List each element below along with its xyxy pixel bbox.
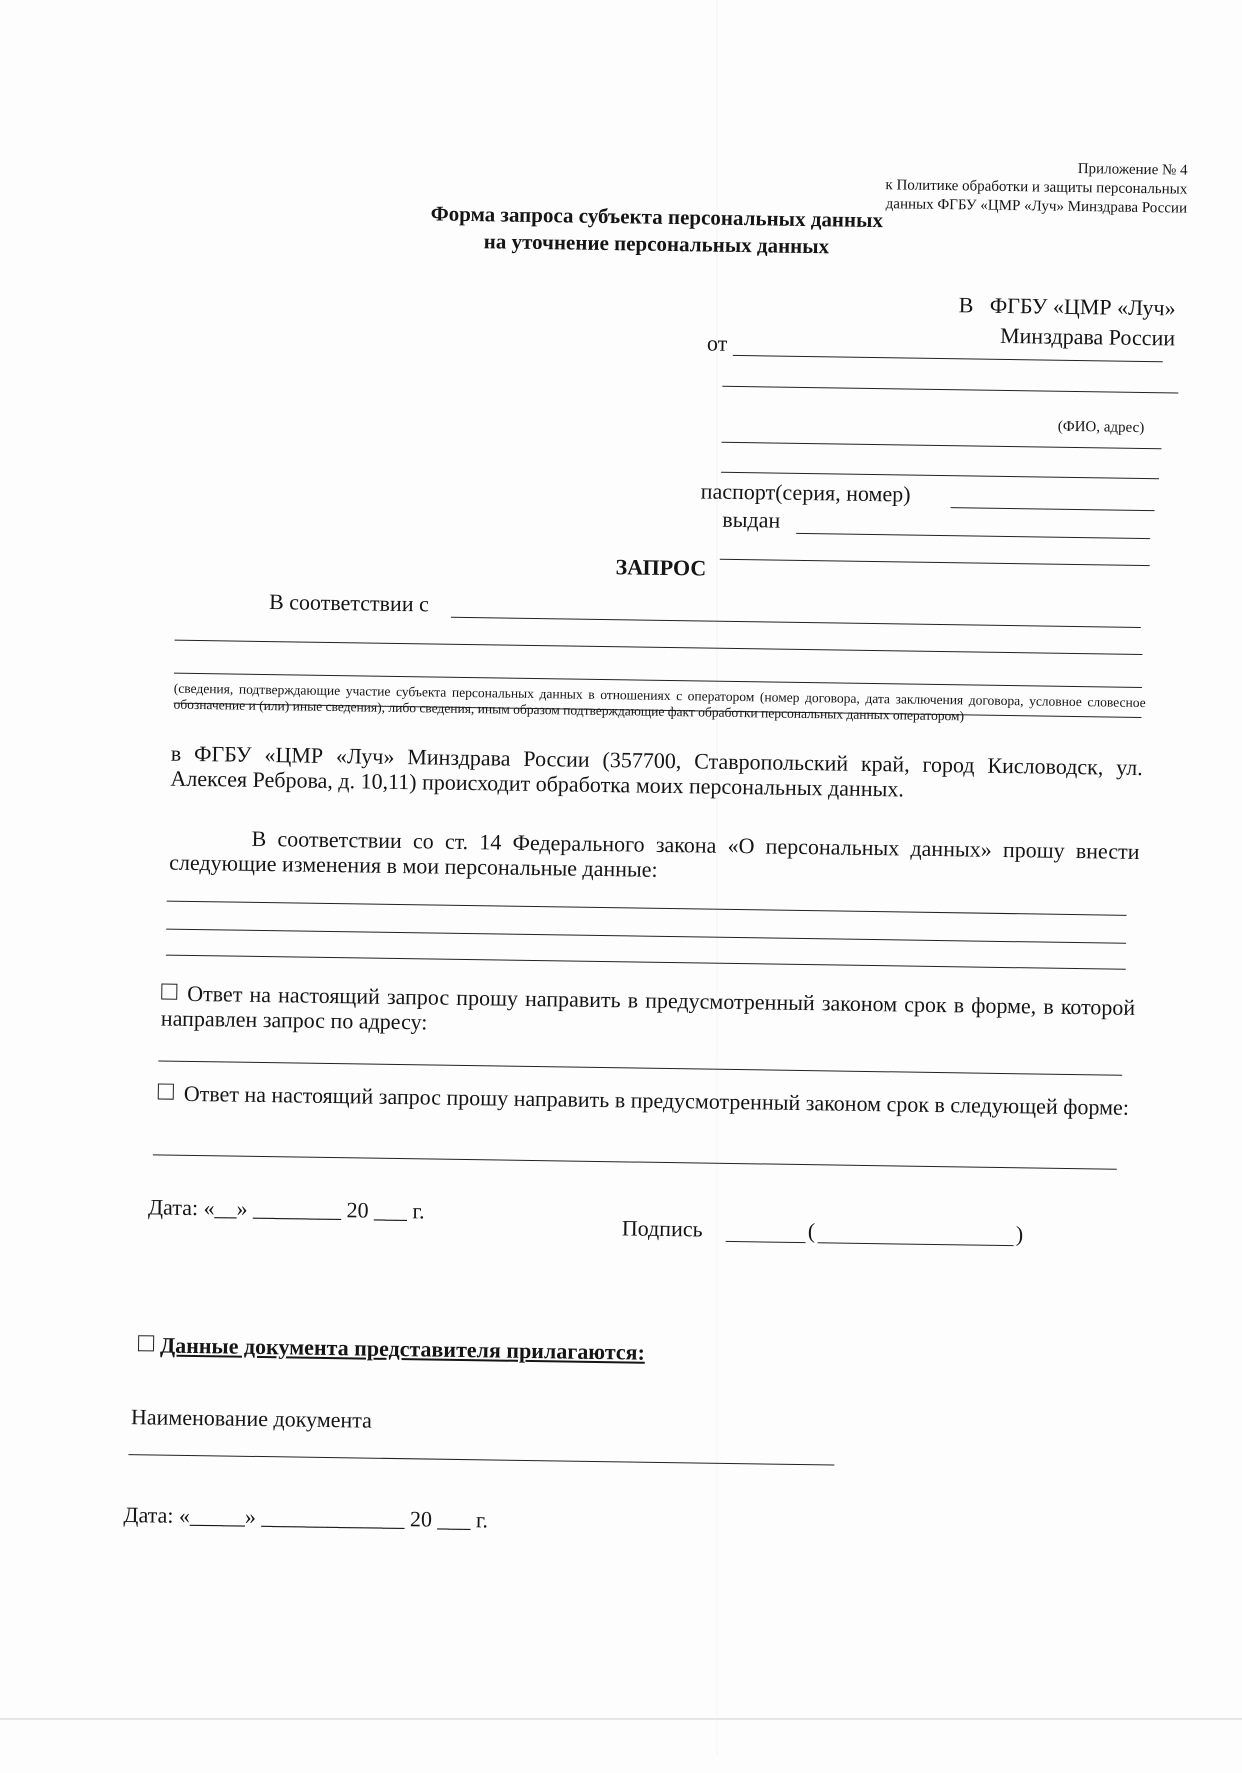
accordance-label: В соответствии с <box>268 589 430 617</box>
response-option-1-text: Ответ на настоящий запрос прошу направить в предусмотренный законом срок в форме, в которой направлен запрос по адресу: <box>160 980 1136 1035</box>
document-name-label: Наименование документа <box>130 1404 373 1433</box>
from-field-line-2[interactable] <box>722 386 1178 394</box>
fio-hint: (ФИО, адрес) <box>1057 418 1145 437</box>
form-title-line-1: Форма запроса субъекта персональных данных <box>430 201 884 233</box>
processing-statement: в ФГБУ «ЦМР «Луч» Минздрава России (357700, Ставропольский край, город Кисловодск, ул. Алексея Реброва, д. 10,11) происходит обработка моих персональных данных. <box>170 740 1143 802</box>
signature-label: Подпись <box>621 1215 703 1242</box>
from-field-line-4[interactable] <box>721 472 1159 479</box>
representative-section <box>138 1332 645 1366</box>
document-name-field[interactable] <box>128 1454 834 1465</box>
response-option-1-checkbox[interactable] <box>161 984 177 1000</box>
representative-heading: Данные документа представителя прилагаются: <box>159 1332 646 1365</box>
passport-field[interactable] <box>951 507 1155 511</box>
law-request-text: В соответствии со ст. 14 Федерального закона «О персональных данных» прошу внести следующие изменения в мои персональные данные: <box>169 825 1140 882</box>
response-form-field[interactable] <box>153 1154 1117 1169</box>
request-heading: ЗАПРОС <box>615 554 707 581</box>
changes-field-line-2[interactable] <box>166 929 1126 944</box>
addressee-block <box>885 289 1176 353</box>
signature-paren-close: ) <box>1015 1221 1024 1247</box>
passport-label: паспорт(серия, номер) <box>700 478 911 507</box>
accordance-field-line-2[interactable] <box>175 640 1143 655</box>
evidence-hint: (сведения, подтверждающие участие субъекта персональных данных в отношениях с оператором (номер договора, дата заключения договора, условное словесное обозначение и (или) иные сведения), либо сведения, иным образом подтверждающие факт обработки персональных данных оператором) <box>173 680 1146 724</box>
accordance-field-line-1[interactable] <box>451 617 1141 628</box>
addressee-line-2: Минздрава России <box>999 322 1176 351</box>
scan-bottom-edge <box>0 1718 1242 1720</box>
addressee-line-1: В ФГБУ «ЦМР «Луч» <box>958 292 1176 321</box>
date-field-2[interactable]: Дата: «_____» _____________ 20 ___ г. <box>123 1502 489 1533</box>
response-address-field[interactable] <box>158 1060 1122 1075</box>
appendix-line-1: Приложение № 4 <box>1077 161 1188 179</box>
response-option-2-checkbox[interactable] <box>158 1083 174 1099</box>
appendix-line-3: данных ФГБУ «ЦМР «Луч» Минздрава России <box>885 196 1188 217</box>
changes-field-line-3[interactable] <box>166 955 1126 970</box>
issued-field-line-2[interactable] <box>720 559 1150 566</box>
issued-field-line-1[interactable] <box>796 533 1150 539</box>
from-label: от <box>706 330 728 356</box>
date-field-1[interactable]: Дата: «__» ________ 20 ___ г. <box>147 1194 425 1224</box>
signature-paren-open: ( <box>807 1218 816 1244</box>
form-title <box>376 200 937 262</box>
signature-field[interactable] <box>726 1241 806 1243</box>
from-field-line-1[interactable] <box>733 355 1163 362</box>
representative-checkbox[interactable] <box>138 1335 154 1351</box>
response-option-2-text: Ответ на настоящий запрос прошу направить в предусмотренный законом срок в следующей форме: <box>183 1080 1130 1120</box>
appendix-line-2: к Политике обработки и защиты персональных <box>885 177 1188 198</box>
response-option-1 <box>161 981 1136 1045</box>
form-title-line-2: на уточнение персональных данных <box>483 229 830 259</box>
response-option-2 <box>158 1080 1132 1119</box>
issued-label: выдан <box>722 506 781 533</box>
signature-name-field[interactable] <box>818 1242 1014 1246</box>
from-field-line-3[interactable] <box>722 442 1162 450</box>
changes-field-line-1[interactable] <box>167 901 1127 916</box>
